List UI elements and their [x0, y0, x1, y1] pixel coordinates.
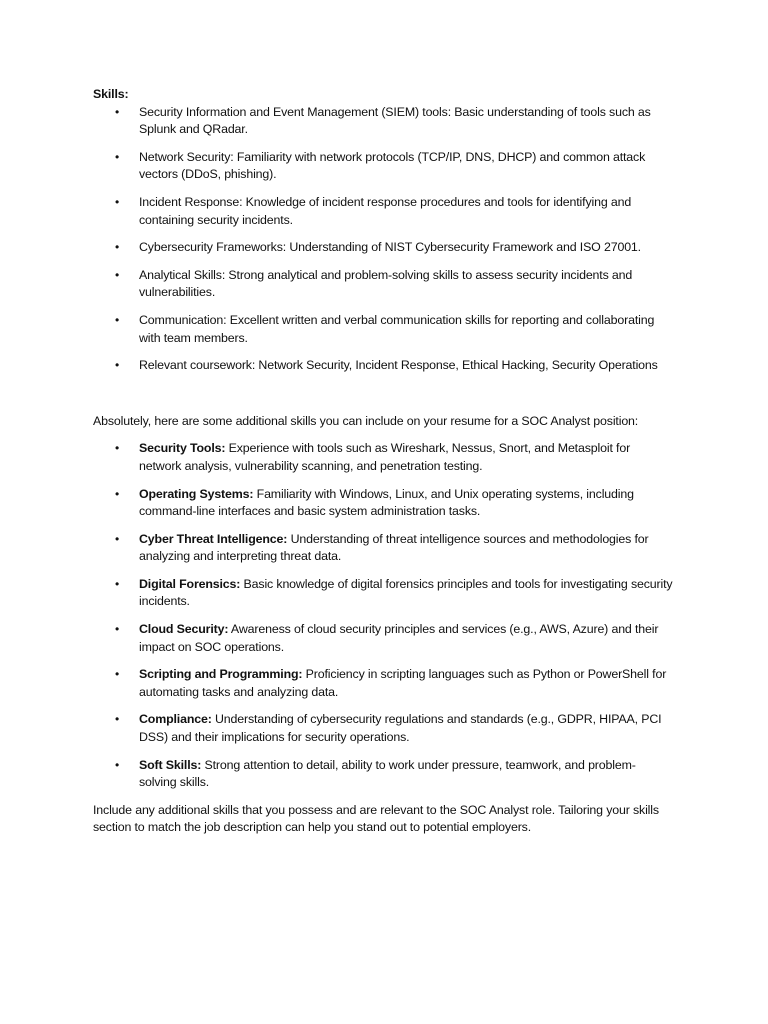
skill-description: Strong attention to detail, ability to work under pressure, teamwork, and problem-solving skills.: [139, 757, 636, 790]
bullet-icon: •: [115, 576, 120, 591]
list-item: [93, 757, 673, 792]
list-item: [93, 486, 673, 521]
list-item-text: Network Security: Familiarity with network protocols (TCP/IP, DNS, DHCP) and common attack vectors (DDoS, phishing).: [139, 149, 646, 182]
skill-description: Proficiency in scripting languages such as Python or PowerShell for automating tasks and analyzing data.: [139, 667, 667, 699]
skill-label: Soft Skills:: [139, 757, 202, 772]
bullet-icon: •: [115, 312, 120, 327]
bullet-icon: •: [115, 757, 120, 772]
list-item: [93, 239, 673, 257]
list-item-text: Relevant coursework: Network Security, Incident Response, Ethical Hacking, Security Operations: [139, 358, 658, 373]
skill-label: Digital Forensics:: [139, 576, 241, 591]
skills-list: [93, 104, 673, 375]
list-item-text: Communication: Excellent written and verbal communication skills for reporting and collaborating with team members.: [139, 312, 655, 345]
list-item-text: Incident Response: Knowledge of incident response procedures and tools for identifying and containing security incidents.: [139, 194, 632, 227]
list-item: [93, 357, 673, 375]
skill-label: Security Tools:: [139, 441, 226, 456]
skill-description: Basic knowledge of digital forensics principles and tools for investigating security incidents.: [139, 576, 673, 609]
list-item: [93, 104, 673, 139]
list-item: [93, 267, 673, 302]
list-item: [93, 312, 673, 347]
list-item: [93, 440, 673, 475]
bullet-icon: •: [115, 104, 120, 119]
skill-description: Familiarity with Windows, Linux, and Unix operating systems, including command-line interfaces and basic system administration tasks.: [139, 486, 634, 519]
bullet-icon: •: [115, 149, 120, 164]
additional-skills-intro: Absolutely, here are some additional skills you can include on your resume for a SOC Analyst position:: [93, 413, 639, 428]
document-page: [93, 86, 673, 837]
skill-label: Scripting and Programming:: [139, 667, 303, 682]
bullet-icon: •: [115, 194, 120, 209]
skill-description: Understanding of threat intelligence sources and methodologies for analyzing and interpreting threat data.: [139, 531, 649, 564]
list-item-text: Cybersecurity Frameworks: Understanding of NIST Cybersecurity Framework and ISO 27001.: [139, 240, 641, 255]
bullet-icon: •: [115, 667, 120, 682]
bullet-icon: •: [115, 240, 120, 255]
bullet-icon: •: [115, 486, 120, 501]
skill-description: Awareness of cloud security principles and services (e.g., AWS, Azure) and their impact on SOC operations.: [139, 622, 659, 654]
additional-skills-list: [93, 440, 673, 792]
list-item: [93, 194, 673, 229]
bullet-icon: •: [115, 712, 120, 727]
skill-label: Cloud Security:: [139, 622, 229, 637]
bullet-icon: •: [115, 531, 120, 546]
skill-description: Experience with tools such as Wireshark, Nessus, Snort, and Metasploit for network analysis, vulnerability scanning, and penetration testing.: [139, 441, 631, 473]
list-item: [93, 621, 673, 656]
list-item-text: Analytical Skills: Strong analytical and problem-solving skills to assess security incidents and vulnerabilities.: [139, 267, 633, 300]
list-item: [93, 531, 673, 566]
closing-paragraph: Include any additional skills that you possess and are relevant to the SOC Analyst role. Tailoring your skills section to match the job description can help you stand out to potential employers.: [93, 802, 659, 835]
skill-description: Understanding of cybersecurity regulations and standards (e.g., GDPR, HIPAA, PCI DSS) and their implications for security operations.: [139, 712, 662, 745]
list-item: [93, 711, 673, 746]
list-item: [93, 666, 673, 701]
skill-label: Operating Systems:: [139, 486, 254, 501]
bullet-icon: •: [115, 358, 120, 373]
skill-label: Compliance:: [139, 712, 212, 727]
list-item: [93, 576, 673, 611]
list-item-text: Security Information and Event Management (SIEM) tools: Basic understanding of tools such as Splunk and QRadar.: [139, 104, 651, 137]
list-item: [93, 149, 673, 184]
bullet-icon: •: [115, 622, 120, 637]
bullet-icon: •: [115, 267, 120, 282]
bullet-icon: •: [115, 441, 120, 456]
skills-heading: Skills:: [93, 87, 129, 101]
skill-label: Cyber Threat Intelligence:: [139, 531, 288, 546]
